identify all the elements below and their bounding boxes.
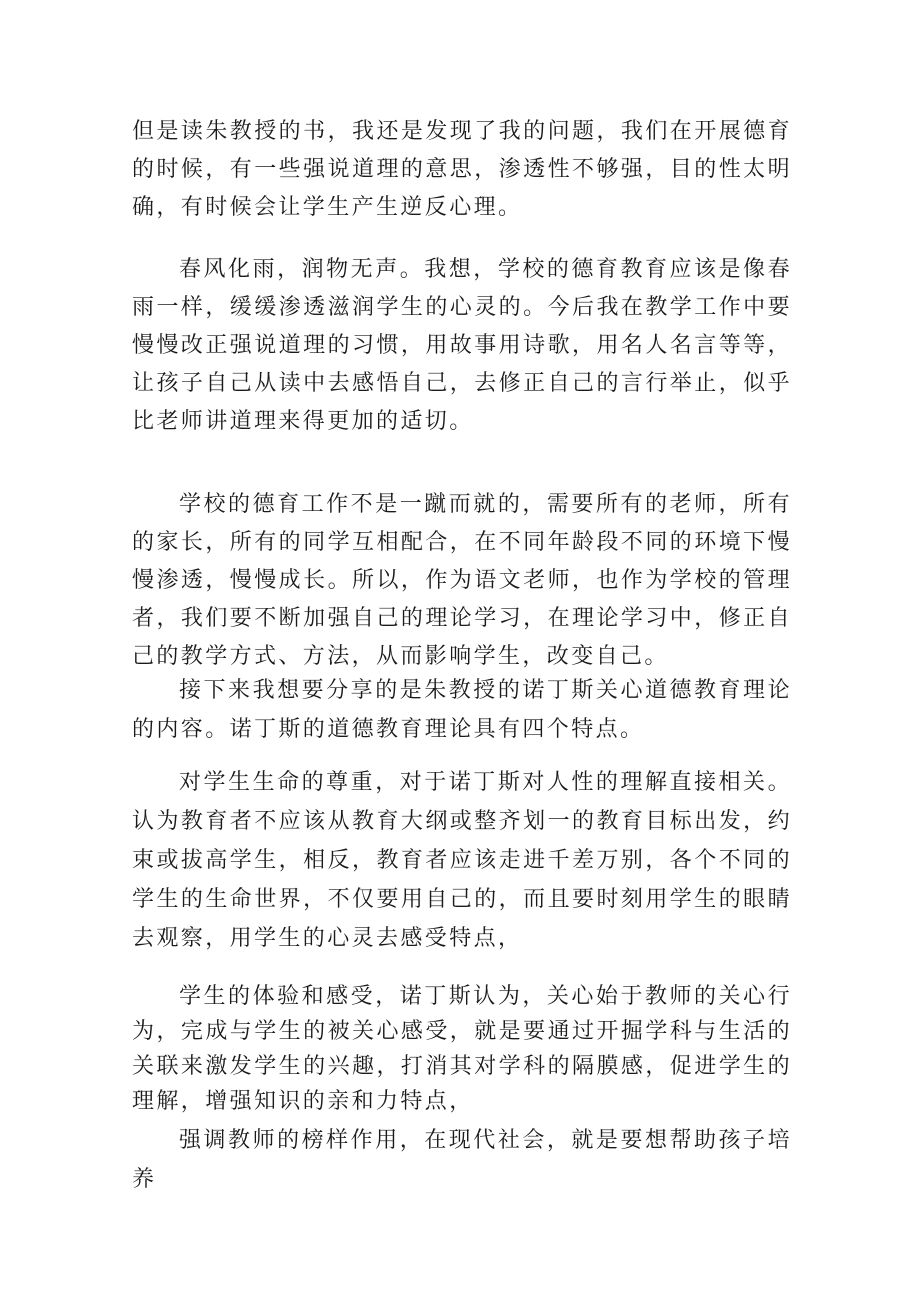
paragraph-3: 学校的德育工作不是一蹴而就的，需要所有的老师，所有的家长，所有的同学互相配合，在不同年龄段不同的环境下慢慢渗透，慢慢成长。所以，作为语文老师，也作为学校的管理者，我们要不断加强自己的理论学习，在理论学习中，修正自己的教学方式、方法，从而影响学生，改变自己。 [132, 492, 792, 669]
paragraph-2: 春风化雨，润物无声。我想，学校的德育教育应该是像春雨一样，缓缓渗透滋润学生的心灵的。今后我在教学工作中要慢慢改正强说道理的习惯，用故事用诗歌，用名人名言等等，让孩子自己从读中去感悟自己，去修正自己的言行举止，似乎比老师讲道理来得更加的适切。 [132, 257, 792, 434]
paragraph-1: 但是读朱教授的书，我还是发现了我的问题，我们在开展德育的时候，有一些强说道理的意思，渗透性不够强，目的性太明确，有时候会让学生产生逆反心理。 [132, 119, 792, 220]
paragraph-7: 强调教师的榜样作用，在现代社会，就是要想帮助孩子培养 [132, 1128, 792, 1192]
paragraph-4: 接下来我想要分享的是朱教授的诺丁斯关心道德教育理论的内容。诺丁斯的道德教育理论具有四个特点。 [132, 678, 792, 742]
paragraph-6: 学生的体验和感受，诺丁斯认为，关心始于教师的关心行为，完成与学生的被关心感受，就是要通过开掘学科与生活的关联来激发学生的兴趣，打消其对学科的隔膜感，促进学生的理解，增强知识的亲和力特点， [132, 984, 792, 1114]
paragraph-5: 对学生生命的尊重，对于诺丁斯对人性的理解直接相关。认为教育者不应该从教育大纲或整齐划一的教育目标出发，约束或拔高学生，相反，教育者应该走进千差万别，各个不同的学生的生命世界，不仅要用自己的，而且要时刻用学生的眼睛去观察，用学生的心灵去感受特点， [132, 770, 792, 951]
